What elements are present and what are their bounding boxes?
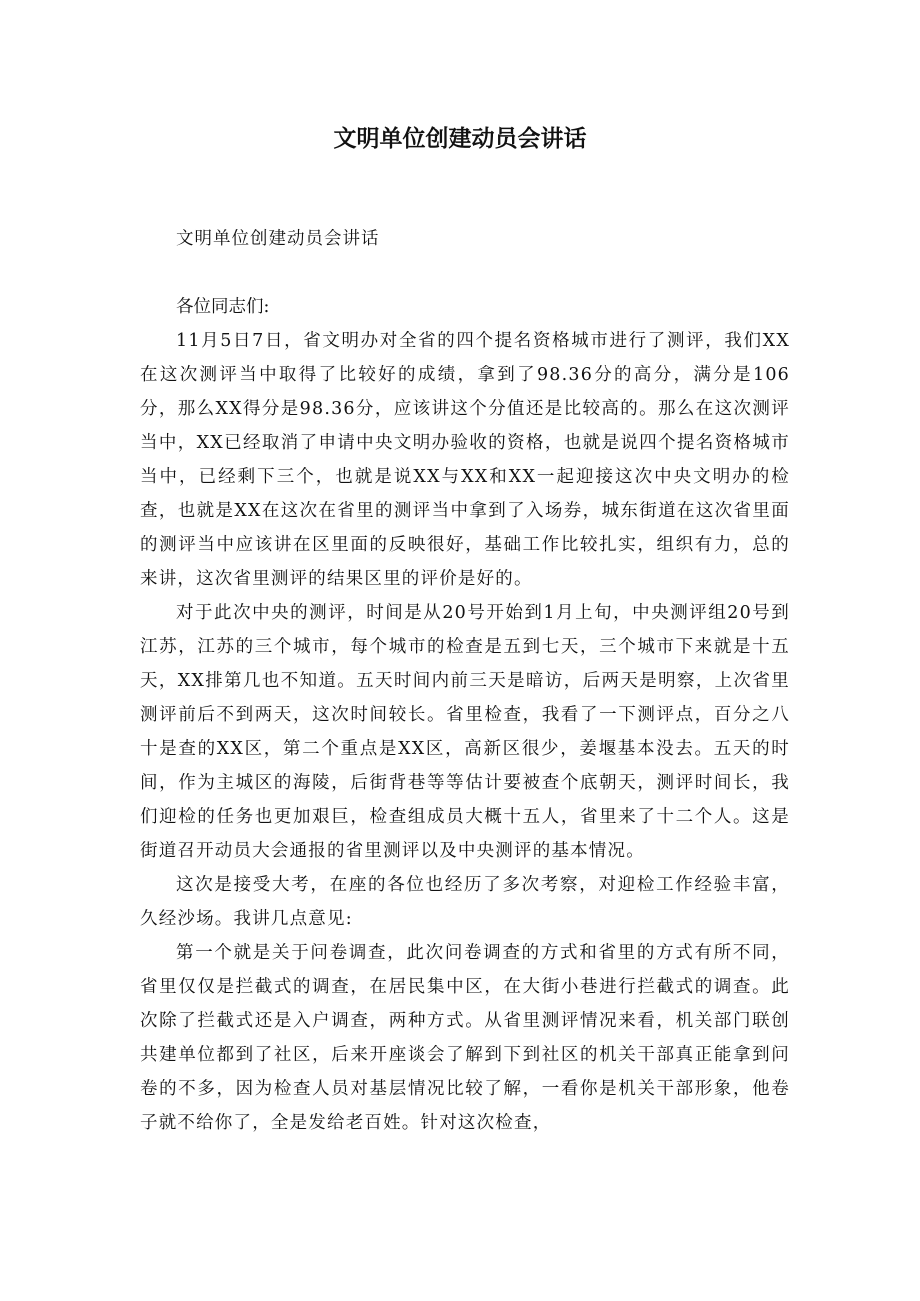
paragraph-1: 11月5日7日，省文明办对全省的四个提名资格城市进行了测评，我们XX在这次测评当中取得了比较好的成绩，拿到了98.36分的高分，满分是106分，那么XX得分是98.36分，应该讲这个分值还是比较高的。那么在这次测评当中，XX已经取消了申请中央文明办验收的资格，也就是说四个提名资格城市当中，已经剩下三个，也就是说XX与XX和XX一起迎接这次中央文明办的检查，也就是XX在这次在省里的测评当中拿到了入场券，城东街道在这次省里面的测评当中应该讲在区里面的反映很好，基础工作比较扎实，组织有力，总的来讲，这次省里测评的结果区里的评价是好的。 (140, 331, 790, 589)
paragraph-3: 这次是接受大考，在座的各位也经历了多次考察，对迎检工作经验丰富，久经沙场。我讲几点意见: (140, 875, 790, 929)
document-subtitle: 文明单位创建动员会讲话 (176, 229, 380, 249)
greeting: 各位同志们: (176, 297, 270, 317)
document-body (140, 222, 790, 1140)
document-title: 文明单位创建动员会讲话 (333, 126, 587, 152)
paragraph-4: 第一个就是关于问卷调查，此次问卷调查的方式和省里的方式有所不同，省里仅仅是拦截式的调查，在居民集中区，在大街小巷进行拦截式的调查。此次除了拦截式还是入户调查，两种方式。从省里测评情况来看，机关部门联创共建单位都到了社区，后来开座谈会了解到下到社区的机关干部真正能拿到问卷的不多，因为检查人员对基层情况比较了解，一看你是机关干部形象，他卷子就不给你了，全是发给老百姓。针对这次检查， (140, 943, 790, 1133)
paragraph-2: 对于此次中央的测评，时间是从20号开始到1月上旬，中央测评组20号到江苏，江苏的三个城市，每个城市的检查是五到七天，三个城市下来就是十五天，XX排第几也不知道。五天时间内前三天是暗访，后两天是明察，上次省里测评前后不到两天，这次时间较长。省里检查，我看了一下测评点，百分之八十是查的XX区，第二个重点是XX区，高新区很少，姜堰基本没去。五天的时间，作为主城区的海陵，后街背巷等等估计要被查个底朝天，测评时间长，我们迎检的任务也更加艰巨，检查组成员大概十五人，省里来了十二个人。这是街道召开动员大会通报的省里测评以及中央测评的基本情况。 (140, 603, 790, 861)
